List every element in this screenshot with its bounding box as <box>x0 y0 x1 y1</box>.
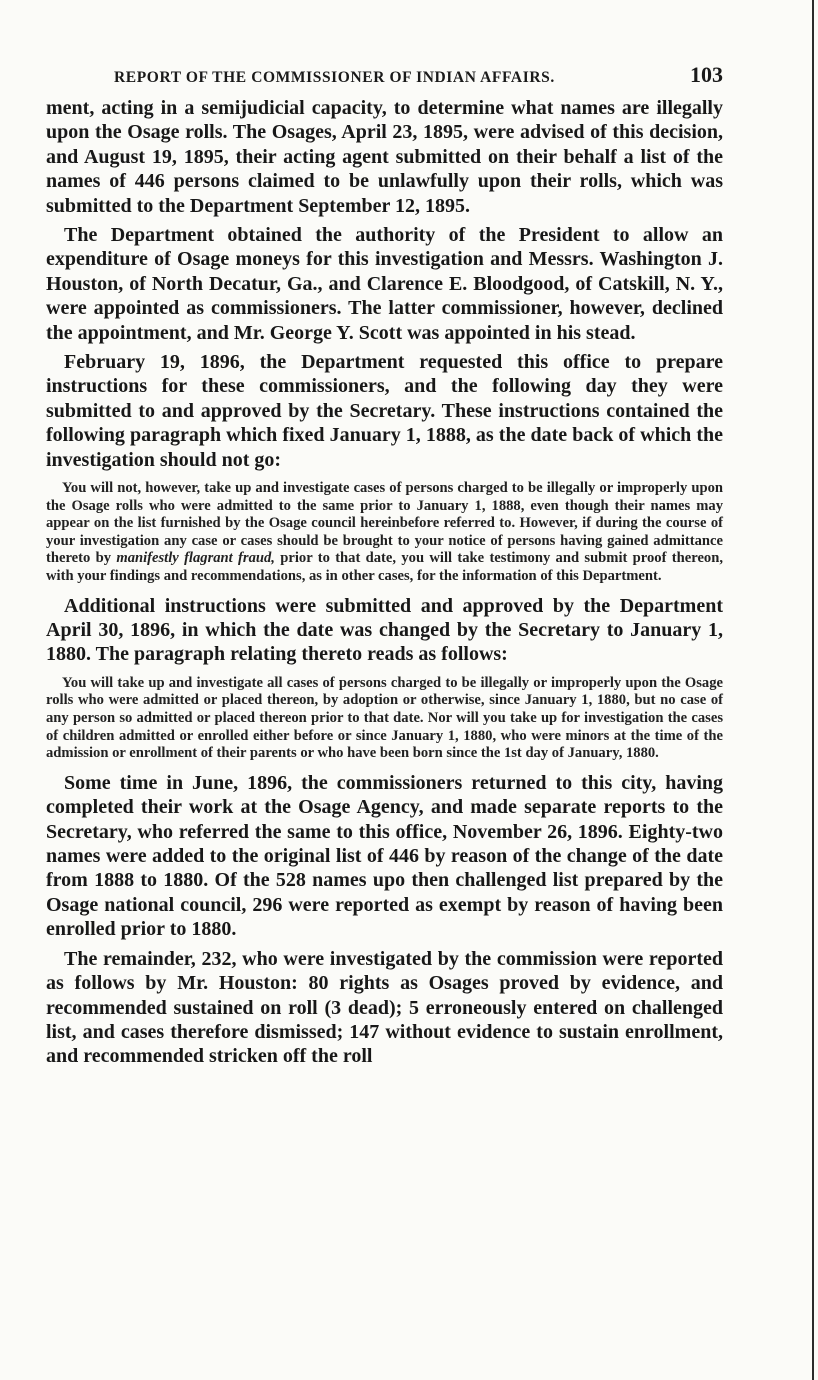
quoted-instruction-1888 <box>46 480 723 586</box>
page-number: 103 <box>690 62 723 87</box>
paragraph-additional-instructions: Additional instructions were submitted and approved by the Department April 30, 1896, in which the date was changed by the Secretary to January 1, 1880. The paragraph relating thereto reads as follows: <box>46 594 723 666</box>
paragraph-instructions: February 19, 1896, the Department requested this office to prepare instructions for these commissioners, and the following day they were submitted to and approved by the Secretary. These instructions contained the following paragraph which fixed January 1, 1888, as the date back of which the investigation should not go: <box>46 351 723 471</box>
quote-text-after: prior to that date, you will take testimony and submit proof thereon, with your findings and recommendations, as in other cases, for the information of this Department. <box>46 550 723 585</box>
paragraph-commissioners-report: Some time in June, 1896, the commissioners returned to this city, having completed their work at the Osage Agency, and made separate reports to the Secretary, who referred the same to this office, November 26, 1896. Eighty-two names were added to the original list of 446 by reason of the change of the date from 1888 to 1880. Of the 528 names upo then challenged list prepared by the Osage national council, 296 were reported as exempt by reason of having been enrolled prior to 1880. <box>46 771 723 941</box>
quote-emphasis: manifestly flagrant fraud, <box>116 550 275 567</box>
paragraph-commissioners-appointed: The Department obtained the authority of the President to allow an expenditure of Osage moneys for this investigation and Messrs. Washington J. Houston, of North Decatur, Ga., and Clarence E. Bloodgood, of Catskill, N. Y., were appointed as commissioners. The latter commissioner, however, declined the appointment, and Mr. George Y. Scott was appointed in his stead. <box>46 224 723 344</box>
document-page <box>46 62 723 1069</box>
quote-text-before: You will not, however, take up and investigate cases of persons charged to be illegally or improperly upon the Osage rolls who were admitted to the same prior to January 1, 1888, even though their names may appear on the list furnished by the Osage council hereinbefore referred to. However, if during the course of your investigation any case or cases should be brought to your notice of persons having gained admittance thereto by <box>46 480 723 567</box>
paragraph-remainder-findings: The remainder, 232, who were investigated by the commission were reported as follows by Mr. Houston: 80 rights as Osages proved by evidence, and recommended sustained on roll (3 dead); 5 erroneously entered on challenged list, and cases therefore dismissed; 147 without evidence to sustain enrollment, and recommended stricken off the roll <box>46 947 723 1068</box>
page-edge <box>812 0 814 1380</box>
paragraph-continuation: ment, acting in a semijudicial capacity, to determine what names are illegally upon the Osage rolls. The Osages, April 23, 1895, were advised of this decision, and August 19, 1895, their acting agent submitted on their behalf a list of the names of 446 persons claimed to be unlawfully upon their rolls, which was submitted to the Department September 12, 1895. <box>46 97 723 217</box>
quoted-instruction-1880: You will take up and investigate all cases of persons charged to be illegally or improperly upon the Osage rolls who were admitted or placed thereon, by adoption or otherwise, since January 1, 1880, but no case of any person so admitted or placed thereon prior to that date. Nor will you take up for investigation the cases of children admitted or enrolled either before or since January 1, 1880, who were minors at the time of the admission or enrollment of their parents or who have been born since the 1st day of January, 1880. <box>46 674 723 762</box>
running-header <box>46 62 723 96</box>
running-title: REPORT OF THE COMMISSIONER OF INDIAN AFFAIRS. <box>114 69 555 86</box>
